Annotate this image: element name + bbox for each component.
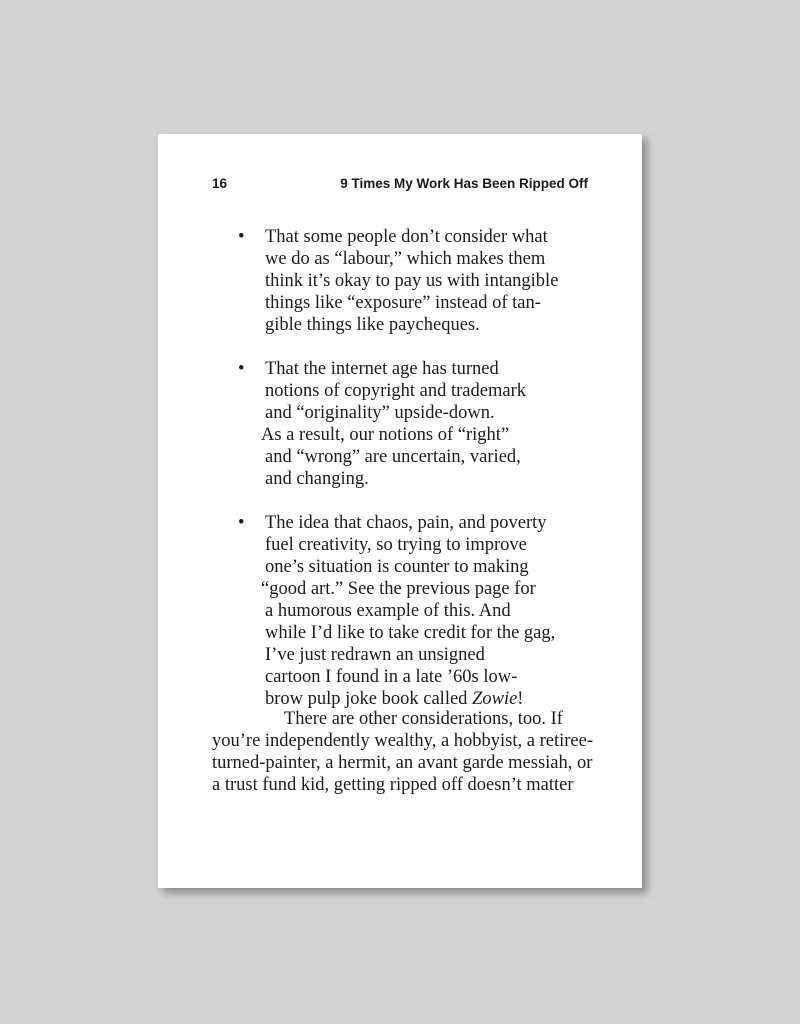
bullet-icon: • [238, 513, 245, 533]
text-line: I’ve just redrawn an unsigned [265, 645, 485, 665]
text-line: notions of copyright and trademark [265, 381, 526, 401]
text-line: There are other considerations, too. If [284, 709, 563, 729]
text-line: turned-painter, a hermit, an avant garde messiah, or [212, 753, 593, 773]
body-paragraph [212, 708, 592, 796]
text-fragment: brow pulp joke book called [265, 689, 473, 709]
bullet-item-chaos-creativity [234, 512, 574, 710]
text-line: gible things like paycheques. [265, 315, 480, 335]
text-line: think it’s okay to pay us with intangible [265, 271, 559, 291]
bullet-list [234, 226, 574, 732]
text-line: and “wrong” are uncertain, varied, [265, 447, 521, 467]
text-line: you’re independently wealthy, a hobbyist, a retiree- [212, 731, 593, 751]
text-line: things like “exposure” instead of tan- [265, 293, 541, 313]
text-line: while I’d like to take credit for the gag, [265, 623, 556, 643]
book-title-italic: Zowie [472, 689, 518, 709]
text-line: cartoon I found in a late ’60s low- [265, 667, 518, 687]
page-number: 16 [212, 176, 228, 191]
bullet-item-internet-age [234, 358, 574, 490]
bullet-item-labour [234, 226, 574, 336]
bullet-icon: • [238, 359, 245, 379]
running-head [212, 176, 588, 194]
book-page [158, 134, 642, 888]
text-line: a humorous example of this. And [265, 601, 511, 621]
chapter-title: 9 Times My Work Has Been Ripped Off [340, 176, 588, 191]
text-line: As a result, our notions of “right” [261, 425, 510, 445]
text-line [265, 688, 574, 710]
text-line: and “originality” upside-down. [265, 403, 495, 423]
text-line: That some people don’t consider what [265, 227, 548, 247]
text-line: we do as “labour,” which makes them [265, 249, 546, 269]
text-line: That the internet age has turned [265, 359, 499, 379]
text-line: a trust fund kid, getting ripped off doesn’t matter [212, 775, 574, 795]
text-line: and changing. [265, 469, 369, 489]
text-line: one’s situation is counter to making [265, 557, 529, 577]
text-line: “good art.” See the previous page for [261, 579, 536, 599]
text-fragment: ! [517, 689, 524, 709]
text-line: The idea that chaos, pain, and poverty [265, 513, 547, 533]
text-line: fuel creativity, so trying to improve [265, 535, 527, 555]
bullet-icon: • [238, 227, 245, 247]
